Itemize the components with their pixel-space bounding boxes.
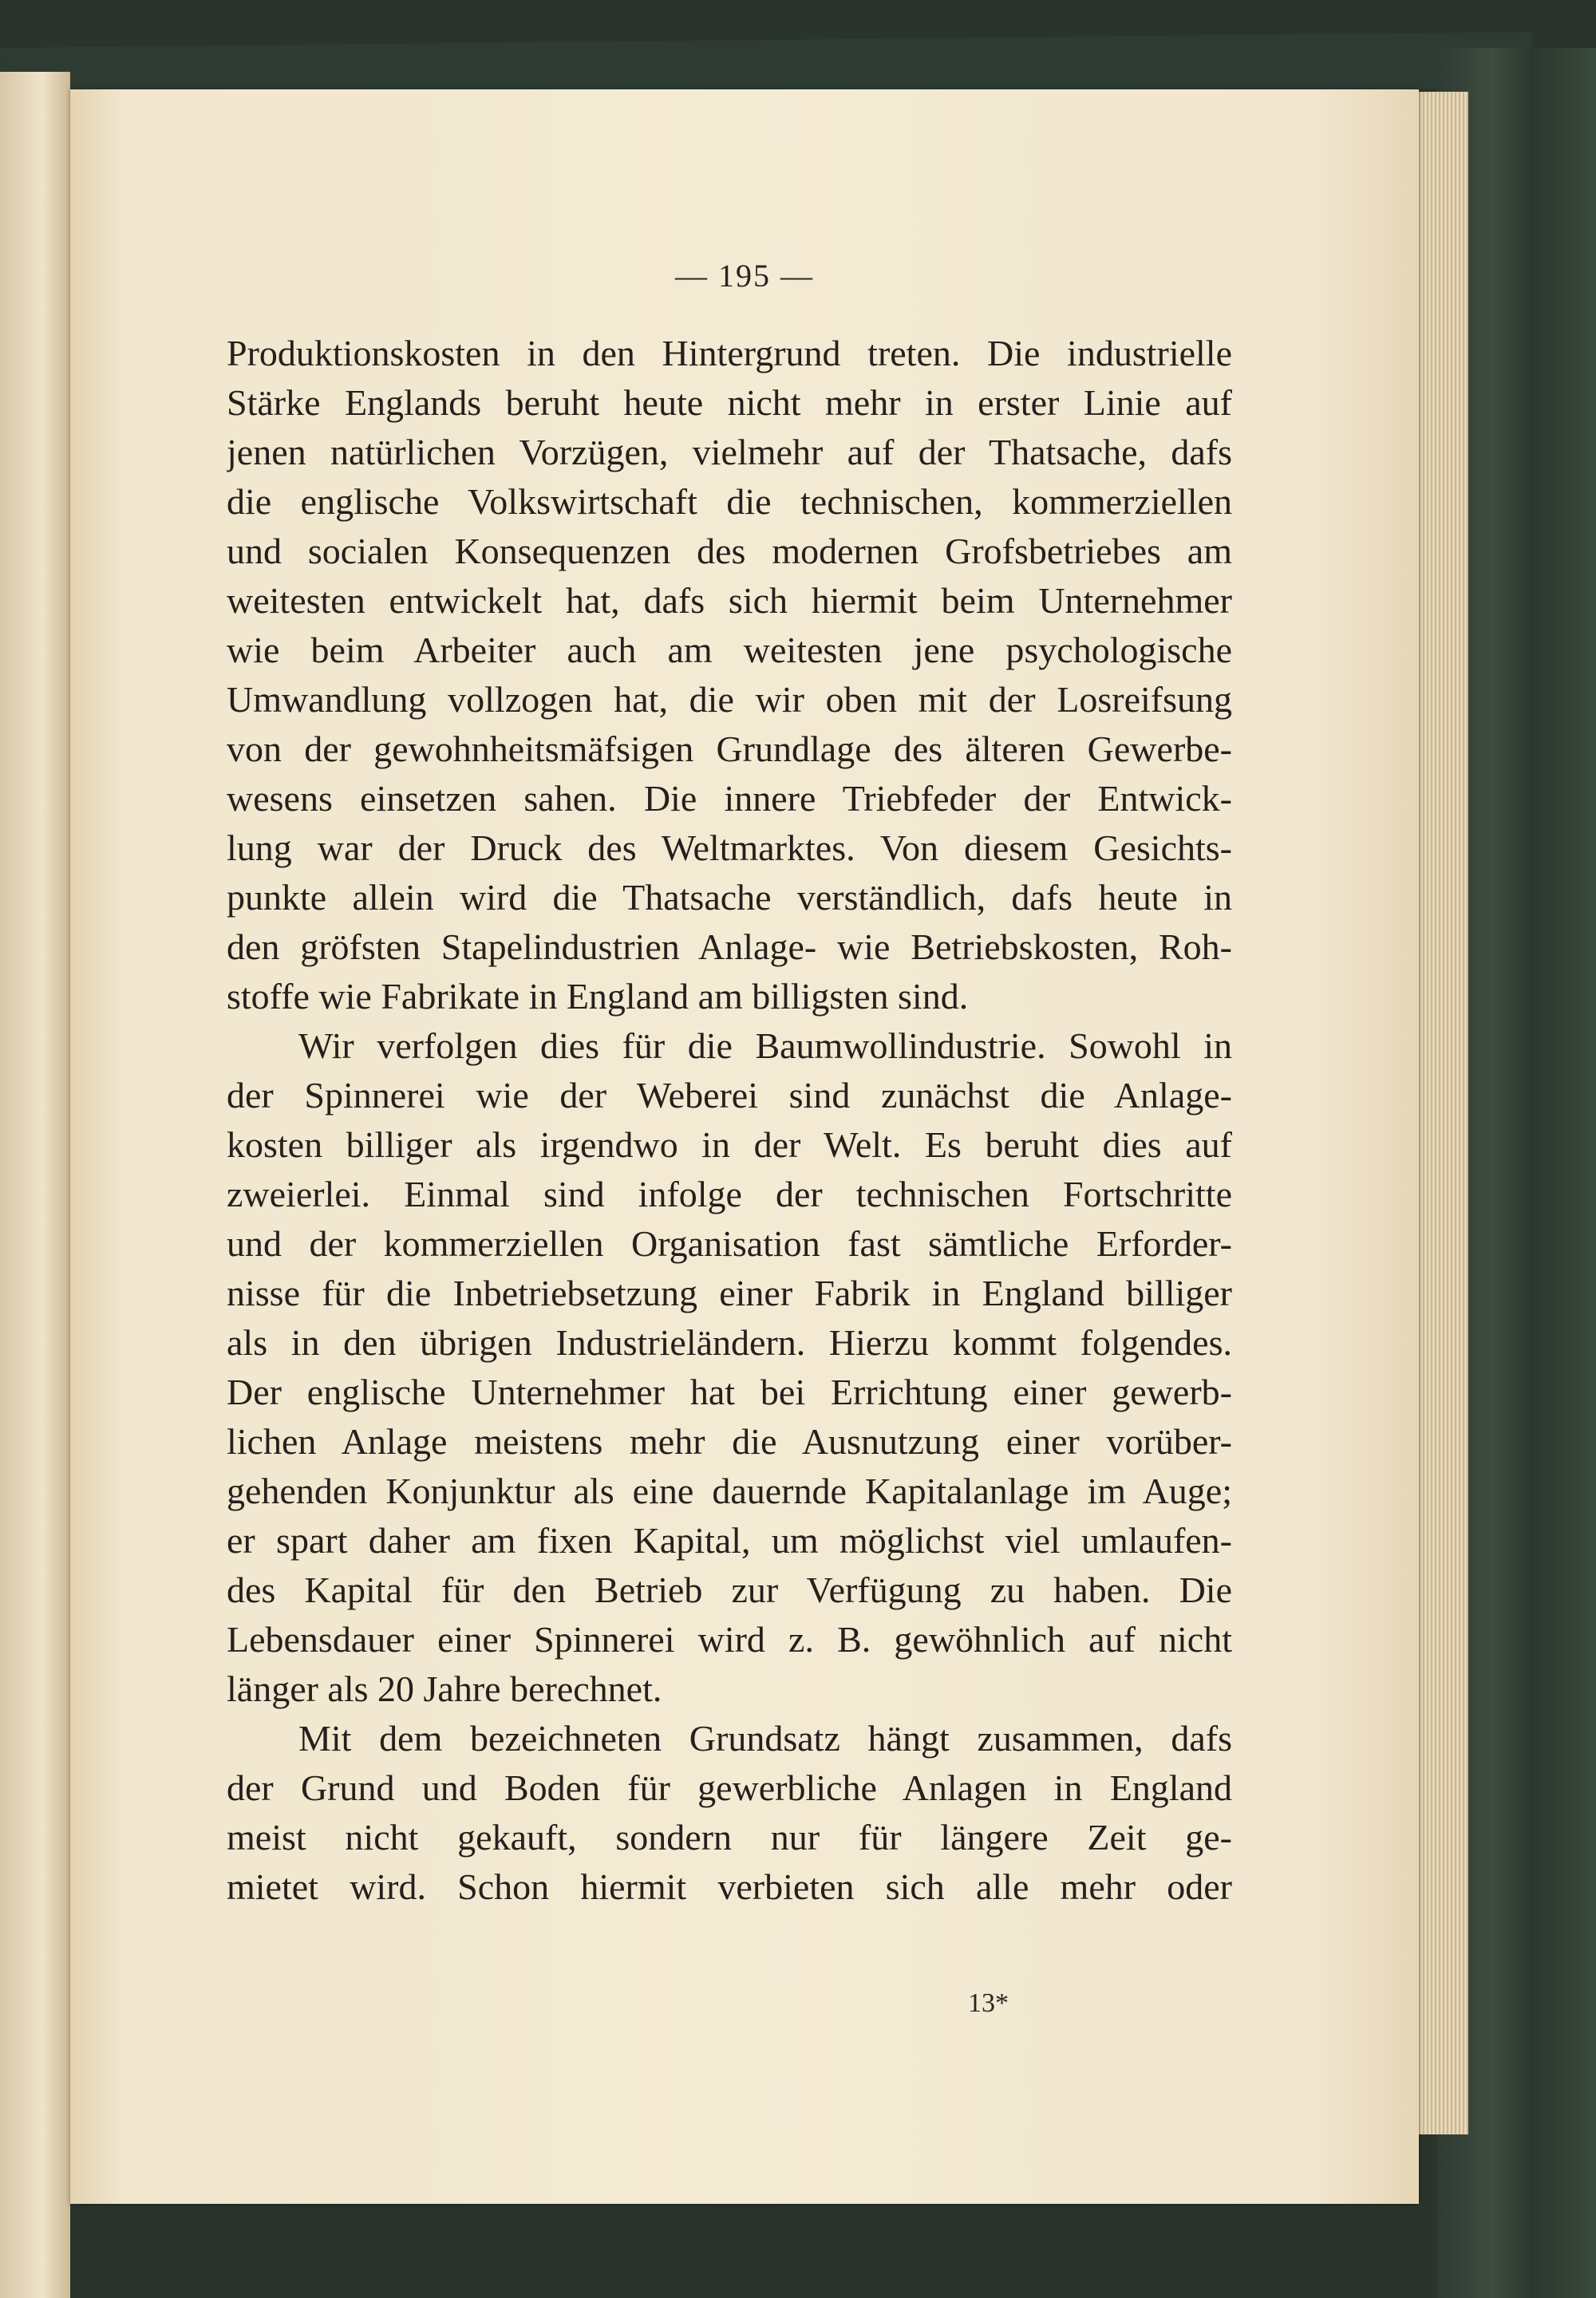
text-line: von der gewohnheitsmäfsigen Grundlage des älteren Gewerbe-	[227, 728, 1232, 769]
text-line: wie beim Arbeiter auch am weitesten jene psychologische	[227, 630, 1232, 670]
text-line: und der kommerziellen Organisation fast sämtliche Erforder-	[227, 1223, 1232, 1264]
text-line: jenen natürlichen Vorzügen, vielmehr auf der Thatsache, dafs	[227, 432, 1232, 472]
text-line: länger als 20 Jahre berechnet.	[227, 1668, 662, 1709]
text-line: meist nicht gekauft, sondern nur für längere Zeit ge-	[227, 1817, 1232, 1858]
body-text	[227, 329, 1232, 1912]
text-line: nisse für die Inbetriebsetzung einer Fabrik in England billiger	[227, 1273, 1232, 1313]
text-line: und socialen Konsequenzen des modernen Grofsbetriebes am	[227, 531, 1232, 571]
signature-mark: 13*	[968, 1988, 1009, 2018]
text-line: zweierlei. Einmal sind infolge der technischen Fortschritte	[227, 1174, 1232, 1214]
book-page	[70, 89, 1419, 2204]
text-line: wesens einsetzen sahen. Die innere Triebfeder der Entwick-	[227, 778, 1232, 819]
text-line: kosten billiger als irgendwo in der Welt. Es beruht dies auf	[227, 1124, 1232, 1165]
text-line: Umwandlung vollzogen hat, die wir oben mit der Losreifsung	[227, 679, 1232, 720]
text-line: weitesten entwickelt hat, dafs sich hiermit beim Unternehmer	[227, 580, 1232, 621]
text-line: Der englische Unternehmer hat bei Errichtung einer gewerb-	[227, 1372, 1232, 1412]
text-line: Stärke Englands beruht heute nicht mehr in erster Linie auf	[227, 382, 1232, 423]
text-line: Mit dem bezeichneten Grundsatz hängt zusammen, dafs	[298, 1718, 1232, 1759]
text-line: gehenden Konjunktur als eine dauernde Kapitalanlage im Auge;	[227, 1471, 1232, 1511]
text-line: punkte allein wird die Thatsache verständlich, dafs heute in	[227, 877, 1232, 918]
text-line: lung war der Druck des Weltmarktes. Von diesem Gesichts-	[227, 827, 1232, 868]
text-line: der Spinnerei wie der Weberei sind zunächst die Anlage-	[227, 1075, 1232, 1115]
text-line: den gröfsten Stapelindustrien Anlage- wie Betriebskosten, Roh-	[227, 926, 1232, 967]
text-line: Produktionskosten in den Hintergrund treten. Die industrielle	[227, 333, 1232, 373]
text-line: stoffe wie Fabrikate in England am billigsten sind.	[227, 976, 969, 1017]
text-line: mietet wird. Schon hiermit verbieten sich alle mehr oder	[227, 1866, 1232, 1907]
text-line: er spart daher am fixen Kapital, um möglichst viel umlaufen-	[227, 1520, 1232, 1561]
text-line: die englische Volkswirtschaft die technischen, kommerziellen	[227, 481, 1232, 522]
page-number-header: — 195 —	[675, 258, 814, 294]
text-line: der Grund und Boden für gewerbliche Anlagen in England	[227, 1767, 1232, 1808]
text-line: des Kapital für den Betrieb zur Verfügung zu haben. Die	[227, 1570, 1232, 1610]
text-line: als in den übrigen Industrieländern. Hierzu kommt folgendes.	[227, 1322, 1232, 1363]
text-line: lichen Anlage meistens mehr die Ausnutzung einer vorüber-	[227, 1421, 1232, 1462]
text-line: Lebensdauer einer Spinnerei wird z. B. gewöhnlich auf nicht	[227, 1619, 1232, 1660]
text-line: Wir verfolgen dies für die Baumwollindustrie. Sowohl in	[298, 1025, 1232, 1066]
facing-page-edge	[0, 72, 70, 2298]
